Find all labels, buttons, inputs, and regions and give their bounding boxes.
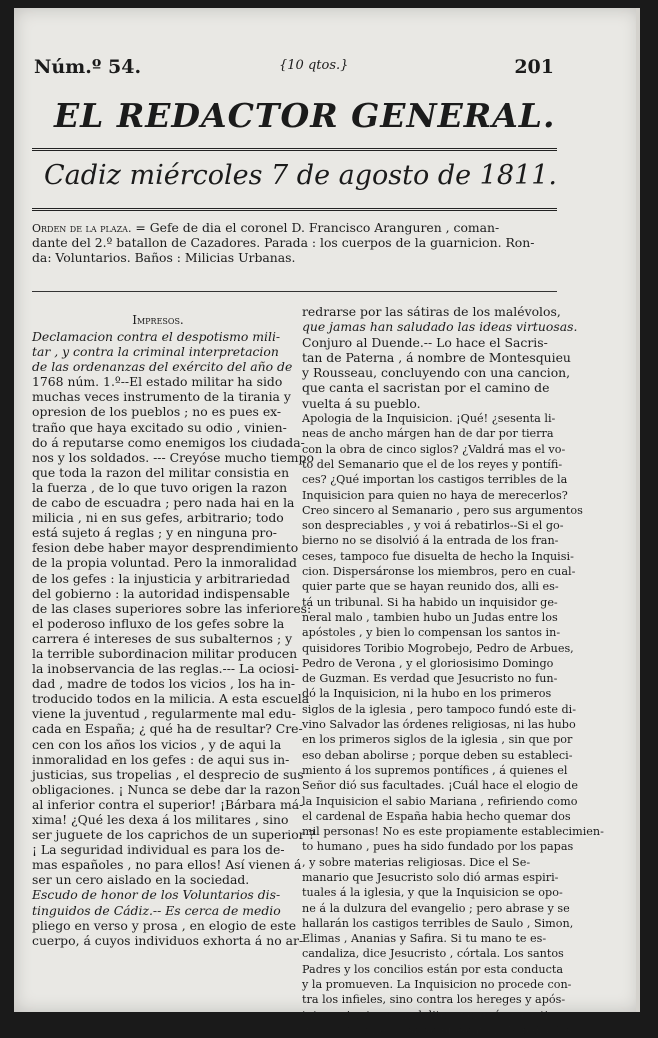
text-line: nos y los soldados. --- Creyóse mucho tiempo bbox=[32, 449, 314, 465]
issue-price: {10 qtos.} bbox=[279, 58, 349, 73]
text-line: milicia , ni en sus gefes, arbitrario; todo bbox=[32, 510, 284, 526]
text-line: cuerpo, á cuyos individuos exhorta á no ar- bbox=[32, 932, 304, 948]
text-line: al inferior contra el superior! ¡Bárbara má- bbox=[32, 796, 304, 812]
text-line: dad , madre de todos los vicios , los ha in- bbox=[32, 676, 296, 692]
text-line: muchas veces instrumento de la tirania y bbox=[32, 389, 291, 405]
text-line: bierno no se disolvió á la entrada de los fran- bbox=[302, 534, 559, 548]
text-line: candaliza, dice Jesucristo , córtala. Los santos bbox=[302, 947, 564, 961]
masthead-title: EL REDACTOR GENERAL. bbox=[54, 96, 556, 135]
text-line: de las clases superiores sobre las inferiores: bbox=[32, 600, 312, 616]
text-line: mil personas! No es este propiamente establecimien- bbox=[302, 825, 604, 839]
text-line: tá un tribunal. Si ha habido un inquisidor ge- bbox=[302, 595, 558, 609]
orden-de-la-plaza bbox=[32, 220, 548, 265]
page-edge bbox=[636, 8, 640, 1012]
text-line: quisidores Toribio Mogrobejo, Pedro de Arbues, bbox=[302, 641, 574, 655]
text-line: xima! ¿Qué les dexa á los militares , sino bbox=[32, 812, 289, 827]
text-line: vino Salvador las órdenes religiosas, ni las hubo bbox=[302, 718, 576, 732]
text-line: Creo sincero al Semanario , pero sus argumentos bbox=[302, 503, 583, 517]
text-line: ¡ La seguridad individual es para los de- bbox=[32, 842, 285, 858]
text-line: el poderoso influxo de los gefes sobre la bbox=[32, 615, 285, 631]
text-line: pliego en verso y prosa , en elogio de este bbox=[32, 917, 297, 933]
text-line: la inobservancia de las reglas.--- La ociosi- bbox=[32, 661, 299, 677]
text-line: del gobierno : la autoridad indispensable bbox=[32, 585, 290, 601]
left-column bbox=[32, 313, 316, 948]
issue-number: Núm.º 54. bbox=[34, 56, 142, 78]
masthead-rule bbox=[32, 148, 557, 151]
text-line: la terrible subordinacion militar producen bbox=[32, 645, 298, 661]
text-line: to humano , pues ha sido fundado por los papas bbox=[302, 840, 574, 854]
text-line: opresion de los pueblos ; no es pues ex- bbox=[32, 404, 282, 420]
orden-line: dante del 2.º batallon de Cazadores. Parada : los cuerpos de la guarnicion. Ron- bbox=[32, 235, 535, 251]
text-line: cada en España; ¿ qué ha de resultar? Cre- bbox=[32, 721, 303, 737]
text-line: miento á los supremos pontífices , á quienes el bbox=[302, 763, 568, 777]
text-line: fesion debe haber mayor desprendimiento bbox=[32, 540, 299, 556]
header-row bbox=[34, 56, 554, 86]
text-line: de cabo de escuadra ; pero nada hai en la bbox=[32, 495, 295, 511]
text-line: son despreciables , y voi á rebatirlos--Si el go- bbox=[302, 519, 564, 533]
text-line: obligaciones. ¡ Nunca se debe dar la razon bbox=[32, 781, 301, 797]
orden-line: da: Voluntarios. Baños : Milicias Urbanas. bbox=[32, 250, 296, 266]
text-line: Apologia de la Inquisicion. ¡Qué! ¿sesenta li- bbox=[302, 412, 556, 426]
text-line: apóstoles , y bien lo compensan los santos in- bbox=[302, 626, 561, 640]
text-line: la Inquisicion el sabio Mariana , refiriendo como bbox=[302, 794, 578, 808]
text-line: troducido todos en la milicia. A esta escuela bbox=[32, 691, 310, 707]
text-line: y Rousseau, concluyendo con una cancion, bbox=[302, 365, 571, 381]
text-line: que toda la razon del militar consistia en bbox=[32, 464, 290, 480]
text-line: en los primeros siglos de la iglesia , sin que por bbox=[302, 733, 573, 747]
text-line: mas españoles , no para ellos! Así vienen á bbox=[32, 857, 302, 873]
text-line: cion. Dispersáronse los miembros, pero en cual- bbox=[302, 565, 576, 579]
section-heading-impresos: Impresos. bbox=[132, 313, 184, 327]
orden-label: Orden de la plaza. bbox=[32, 222, 132, 235]
text-line: neral malo , tambien hubo un Judas entre los bbox=[302, 610, 558, 624]
dateline-rule bbox=[32, 208, 557, 211]
text-line: do á reputarse como enemigos los ciudada- bbox=[32, 434, 305, 450]
text-line: ser un cero aislado en la sociedad. bbox=[32, 872, 250, 888]
text-line: Elimas , Ananias y Safira. Si tu mano te es- bbox=[302, 932, 547, 946]
text-line: cen con los años los vicios , y de aqui la bbox=[32, 736, 282, 752]
text-line: ne á la dulzura del evangelio ; pero abrase y se bbox=[302, 901, 570, 915]
text-line: vuelta á su pueblo. bbox=[302, 395, 421, 411]
text-line: Inquisicion para quien no haya de merecerlos? bbox=[302, 488, 568, 502]
text-line: de Guzman. Es verdad que Jesucristo no fun- bbox=[302, 672, 558, 686]
newspaper-page bbox=[14, 8, 640, 1037]
text-line: traño que haya excitado su odio , vinien- bbox=[32, 419, 287, 435]
dateline: Cadiz miércoles 7 de agosto de 1811. bbox=[44, 160, 557, 191]
text-line: garlo? ¡Qué hermosa se presenta la España des- bbox=[302, 1023, 577, 1037]
text-line: ser juguete de los caprichos de un superior ? bbox=[32, 827, 316, 843]
text-line: viene la juventud , regularmente mal edu- bbox=[32, 706, 296, 722]
text-line: hallarán los castigos terribles de Saulo , Simon, bbox=[302, 916, 574, 930]
section-rule bbox=[32, 291, 557, 292]
text-line: tar , y contra la criminal interpretacion bbox=[32, 344, 279, 360]
text-line: con la obra de cinco siglos? ¿Valdrá mas el vo- bbox=[302, 442, 566, 456]
text-line: Conjuro al Duende.-- Lo hace el Sacris- bbox=[302, 334, 548, 350]
text-line: Pedro de Verona , y el gloriosisimo Domingo bbox=[302, 656, 554, 670]
text-line: ces? ¿Qué importan los castigos terribles de la bbox=[302, 473, 568, 487]
text-line: quier parte que se hayan reunido dos, alli es- bbox=[302, 580, 559, 594]
text-line: Escudo de honor de los Voluntarios dis- bbox=[32, 887, 281, 903]
text-line: Padres y los concilios están por esta conducta bbox=[302, 962, 564, 976]
text-line: de las ordenanzas del exército del año de bbox=[32, 359, 293, 375]
text-line: Declamacion contra el despotismo mili- bbox=[32, 329, 281, 344]
text-line: tuales á la iglesia, y que la Inquisicion se opo- bbox=[302, 886, 563, 900]
text-line: tan de Paterna , á nombre de Montesquieu bbox=[302, 349, 571, 365]
text-line: carrera é intereses de sus subalternos ; y bbox=[32, 630, 293, 646]
text-line: de los gefes : la injusticia y arbitrariedad bbox=[32, 570, 291, 586]
text-line: redrarse por las sátiras de los malévolos, bbox=[302, 304, 561, 319]
text-line: neas de ancho márgen han de dar por tierra bbox=[302, 427, 554, 441]
text-line: siglos de la iglesia , pero tampoco fundó este di- bbox=[302, 702, 577, 716]
text-line: ceses, tampoco fue disuelta de hecho la Inquisi- bbox=[302, 549, 574, 563]
text-line: tra los infieles, sino contra los hereges y após- bbox=[302, 993, 566, 1007]
text-line: está sujeto á reglas ; y en ninguna pro- bbox=[32, 525, 277, 541]
text-line: tatas : si esto es un delito ¿ porqué no casti- bbox=[302, 1008, 552, 1022]
text-line: inmoralidad en los gefes : de aqui sus in- bbox=[32, 751, 290, 767]
text-line: eso deban abolirse ; porque deben su estableci- bbox=[302, 748, 573, 762]
text-line: que jamas han saludado las ideas virtuosas. bbox=[302, 319, 578, 335]
text-line: la fuerza , de lo que tuvo origen la razon bbox=[32, 479, 288, 495]
text-line: to del Semanario que el de los reyes y pontífi- bbox=[302, 457, 563, 471]
text-line: Señor dió sus facultades. ¡Cuál hace el elogio de bbox=[302, 779, 578, 793]
page-number: 201 bbox=[514, 56, 554, 78]
right-column bbox=[302, 304, 604, 1038]
text-line: tinguidos de Cádiz.-- Es cerca de medio bbox=[32, 902, 281, 918]
text-line: el cardenal de España habia hecho quemar dos bbox=[302, 809, 571, 823]
text-line: que canta el sacristan por el camino de bbox=[302, 380, 550, 396]
text-line: dó la Inquisicion, ni la hubo en los primeros bbox=[302, 687, 552, 701]
text-line: 1768 núm. 1.º--El estado militar ha sido bbox=[32, 374, 283, 390]
text-line: de la propia voluntad. Pero la inmoralidad bbox=[32, 555, 297, 571]
text-line: manario que Jesucristo solo dió armas espiri- bbox=[302, 870, 559, 884]
text-line: , y sobre materias religiosas. Dice el Se- bbox=[302, 855, 531, 869]
text-line: justicias, sus tropelias , el desprecio de sus bbox=[32, 766, 304, 782]
text-line: y la promueven. La Inquisicion no procede con- bbox=[302, 978, 572, 992]
orden-line: = Gefe de dia el coronel D. Francisco Aranguren , coman- bbox=[135, 220, 500, 235]
